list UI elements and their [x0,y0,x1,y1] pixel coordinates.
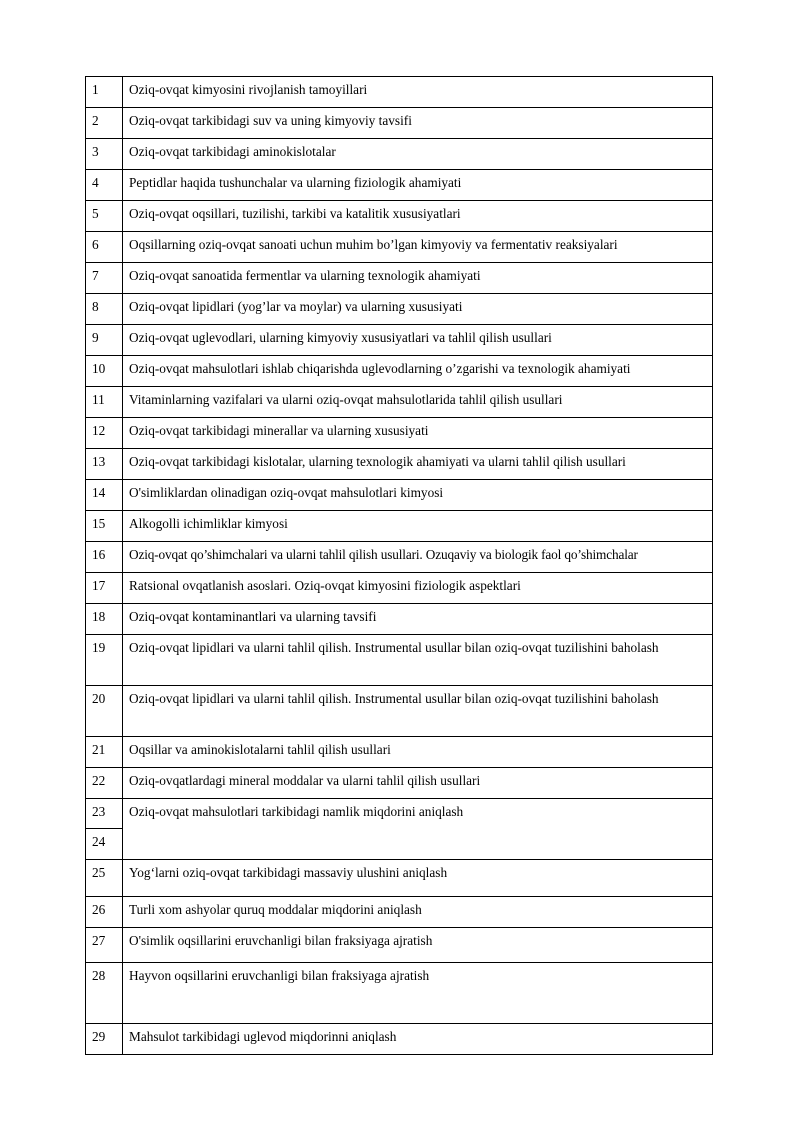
row-number: 6 [86,232,123,263]
row-number: 4 [86,170,123,201]
row-number: 1 [86,77,123,108]
row-number: 20 [86,686,123,737]
table-row [86,604,713,635]
topic-cell: Alkogolli ichimliklar kimyosi [123,511,713,542]
topic-cell: O'simlik oqsillarini eruvchanligi bilan fraksiyaga ajratish [123,928,713,963]
table-row [86,170,713,201]
table-row [86,799,713,829]
row-number: 5 [86,201,123,232]
row-number: 28 [86,963,123,1024]
table-row [86,139,713,170]
topic-cell: Yog‘larni oziq-ovqat tarkibidagi massaviy ulushini aniqlash [123,860,713,897]
topic-cell: Oziq-ovqat tarkibidagi minerallar va ularning xususiyati [123,418,713,449]
topic-cell: Oziq-ovqat tarkibidagi suv va uning kimyoviy tavsifi [123,108,713,139]
row-number: 16 [86,542,123,573]
row-number: 7 [86,263,123,294]
row-number: 15 [86,511,123,542]
topic-cell: Oziq-ovqat mahsulotlari ishlab chiqarishda uglevodlarning o’zgarishi va texnologik ahamiyati [123,356,713,387]
topic-cell: Oziq-ovqat mahsulotlari tarkibidagi namlik miqdorini aniqlash [123,799,713,860]
table-row [86,418,713,449]
table-row [86,263,713,294]
row-number: 23 [86,799,123,829]
table-row [86,768,713,799]
table-row [86,387,713,418]
topic-cell: Peptidlar haqida tushunchalar va ularning fiziologik ahamiyati [123,170,713,201]
topics-table [85,76,713,1055]
row-number: 18 [86,604,123,635]
topic-cell: Hayvon oqsillarini eruvchanligi bilan fraksiyaga ajratish [123,963,713,1024]
table-row [86,449,713,480]
topic-cell: Oziq-ovqat sanoatida fermentlar va ularning texnologik ahamiyati [123,263,713,294]
row-number: 14 [86,480,123,511]
topic-cell: Vitaminlarning vazifalari va ularni oziq-ovqat mahsulotlarida tahlil qilish usullari [123,387,713,418]
table-row [86,201,713,232]
topic-cell: O'simliklardan olinadigan oziq-ovqat mahsulotlari kimyosi [123,480,713,511]
topic-cell: Oziq-ovqat lipidlari va ularni tahlil qilish. Instrumental usullar bilan oziq-ovqat tuzilishini baholash [123,686,713,737]
row-number: 29 [86,1024,123,1055]
row-number: 21 [86,737,123,768]
row-number: 25 [86,860,123,897]
table-row [86,928,713,963]
table-row [86,737,713,768]
topic-cell: Oqsillar va aminokislotalarni tahlil qilish usullari [123,737,713,768]
table-row [86,963,713,1024]
row-number: 22 [86,768,123,799]
table-row [86,511,713,542]
topic-cell: Oziq-ovqat tarkibidagi aminokislotalar [123,139,713,170]
row-number: 2 [86,108,123,139]
topic-cell: Oziq-ovqat qo’shimchalari va ularni tahlil qilish usullari. Ozuqaviy va biologik faol qo’shimchalar [123,542,713,573]
row-number: 8 [86,294,123,325]
topic-cell: Oziq-ovqat kontaminantlari va ularning tavsifi [123,604,713,635]
topic-cell: Ratsional ovqatlanish asoslari. Oziq-ovqat kimyosini fiziologik aspektlari [123,573,713,604]
table-row [86,860,713,897]
topic-cell: Oziq-ovqat tarkibidagi kislotalar, ularning texnologik ahamiyati va ularni tahlil qilish usullari [123,449,713,480]
row-number: 10 [86,356,123,387]
table-row [86,897,713,928]
row-number: 12 [86,418,123,449]
table-row [86,542,713,573]
topic-cell: Oziq-ovqat lipidlari va ularni tahlil qilish. Instrumental usullar bilan oziq-ovqat tuzilishini baholash [123,635,713,686]
table-row [86,1024,713,1055]
row-number: 19 [86,635,123,686]
row-number: 3 [86,139,123,170]
topic-cell: Oziq-ovqat kimyosini rivojlanish tamoyillari [123,77,713,108]
row-number: 17 [86,573,123,604]
table-row [86,480,713,511]
topic-cell: Turli xom ashyolar quruq moddalar miqdorini aniqlash [123,897,713,928]
row-number: 26 [86,897,123,928]
table-row [86,108,713,139]
row-number: 27 [86,928,123,963]
topic-cell: Oziq-ovqatlardagi mineral moddalar va ularni tahlil qilish usullari [123,768,713,799]
row-number: 11 [86,387,123,418]
table-row [86,573,713,604]
row-number: 24 [86,829,123,860]
table-row [86,325,713,356]
table-row [86,77,713,108]
table-row [86,356,713,387]
row-number: 13 [86,449,123,480]
table-row [86,635,713,686]
topic-cell: Oziq-ovqat oqsillari, tuzilishi, tarkibi va katalitik xususiyatlari [123,201,713,232]
table-row [86,232,713,263]
row-number: 9 [86,325,123,356]
topic-cell: Oqsillarning oziq-ovqat sanoati uchun muhim bo’lgan kimyoviy va fermentativ reaksiyalari [123,232,713,263]
table-row [86,294,713,325]
topic-cell: Oziq-ovqat uglevodlari, ularning kimyoviy xususiyatlari va tahlil qilish usullari [123,325,713,356]
topic-cell: Mahsulot tarkibidagi uglevod miqdorinni aniqlash [123,1024,713,1055]
topic-cell: Oziq-ovqat lipidlari (yog’lar va moylar) va ularning xususiyati [123,294,713,325]
table-row [86,686,713,737]
